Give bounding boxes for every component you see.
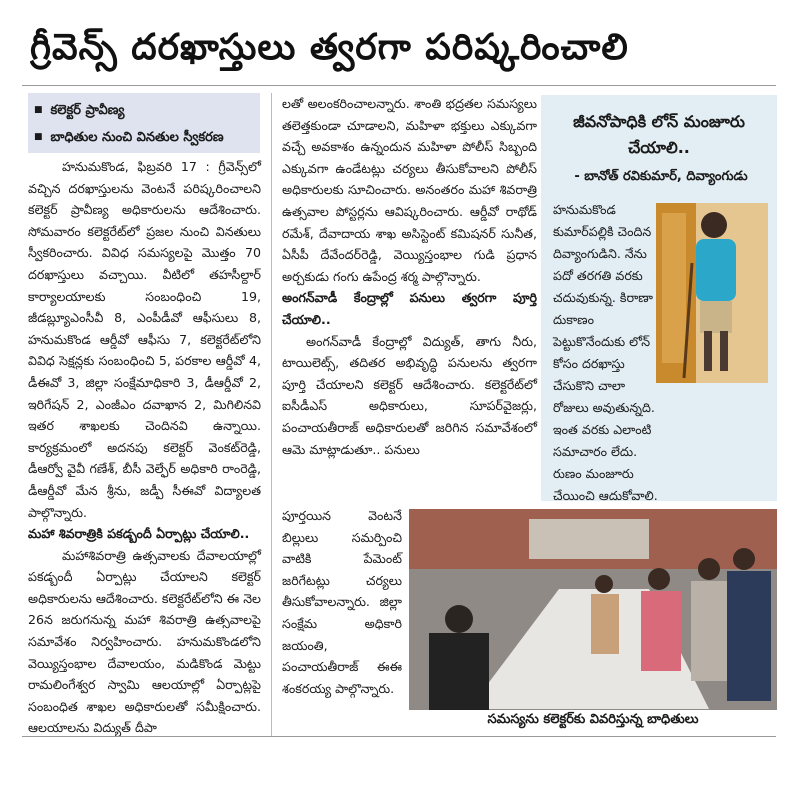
column-two [282, 93, 537, 460]
column-two-continued [282, 505, 402, 699]
sidebar-byline: - బానోత్ రవికుమార్, దివ్యాంగుడు [574, 169, 748, 184]
paragraph: లతో అలంకరించాలన్నారు. శాంతి భద్రతల సమస్యలు తలెత్తకుండా చూడాలని, మహిళా భక్తులు ఎక్కువగా వచ్చే అవకాశం ఉన్నందున మహిళా పోలీస్ సిబ్బంది ఎక్కువగా ఉండేటట్లు చర్యలు తీసుకోవాలని పోలీస్ అధికారులకు సూచించారు. అనంతరం మహా శివరాత్రి ఉత్సవాల పోస్టర్లను ఆవిష్కరించారు. ఆర్డీవో రాథోడ్ రమేశ్, దేవాదాయ శాఖ అసిస్టెంట్ కమిషనర్ సునీత, ఏసీపీ దేవేందర్‌రెడ్డి, వెయ్యిస్తంభాల గుడి ప్రధాన అర్చకుడు గంగు ఉపేంద్ర శర్మ పాల్గొన్నారు. [282, 96, 537, 284]
paragraph: అంగన్‌వాడీ కేంద్రాల్లో విద్యుత్, తాగు నీరు, టాయిలెట్స్, తదితర అభివృద్ధి పనులను త్వరగా పూర్తి చేయాలని కలెక్టర్ ఆదేశించారు. కలెక్టరేట్‌లో ఐసీడీఎస్ అధికారులు, సూపర్‌వైజర్లు, పంచాయతీరాజ్ అధికారులతో జరిగిన సమావేశంలో ఆమె మాట్లాడుతూ.. పనులు [282, 333, 537, 457]
column-divider [271, 93, 272, 736]
subheading: అంగన్‌వాడీ కేంద్రాల్లో పనులు త్వరగా పూర్తి చేయాలి.. [282, 290, 537, 327]
meeting-photo [409, 509, 777, 710]
paragraph: పూర్తయిన వెంటనే బిల్లులు సమర్పించి వాటికి పేమెంట్ జరిగేటట్లు చర్యలు తీసుకోవాలన్నారు. జిల్లా సంక్షేమ అధికారి జయంతి, పంచాయతీరాజ్ ఈఈ శంకరయ్య పాల్గొన్నారు. [282, 508, 402, 696]
paragraph: మహాశివరాత్రి ఉత్సవాలకు దేవాలయాల్లో పకడ్బందీ ఏర్పాట్లు చేయాలని కలెక్టర్ అధికారులను ఆదేశించారు. కలెక్టరేట్‌లోని ఈ నెల 26న జరుగనున్న మహా శివరాత్రి ఉత్సవాలపై సమావేశం నిర్వహించారు. హనుమకొండలోని వెయ్యిస్తంభాల దేవాలయం, మడికొండ మెట్టు రామలింగేశ్వర స్వామి ఆలయాల్లో ఏర్పాట్లపై సంబంధిత శాఖల అధికారులతో సమీక్షించారు. ఆలయాలను విద్యుత్ దీపా [28, 547, 261, 736]
portrait-photo [656, 203, 768, 383]
highlight-item: ■ బాధితుల నుంచి వినతుల స్వీకరణ [34, 124, 254, 151]
subheading: మహా శివరాత్రికి పకడ్బందీ ఏర్పాట్లు చేయాలి.. [28, 526, 250, 542]
highlights-box [28, 93, 260, 153]
sidebar-text: హనుమకొండ కుమార్‌పల్లికి చెందిన దివ్యాంగుడిని. నేను పదో తరగతి వరకు చదువుకున్న. కిరాణా దుకాణం పెట్టుకొనేందుకు లోన్ కోసం దరఖాస్తు చేసుకొని చాలా రోజులు అవుతున్నది. ఇంత వరకు ఎలాంటి సమాచారం లేదు. రుణం మంజూరు చేయించి ఆదుకోవాలి. [553, 202, 658, 503]
column-one [28, 156, 261, 739]
headline: గ్రీవెన్స్ దరఖాస్తులు త్వరగా పరిష్కరించాలి [30, 27, 629, 68]
highlight-item: ■ కలెక్టర్ ప్రావీణ్య [34, 97, 254, 124]
paragraph: హనుమకొండ, ఫిబ్రవరి 17 : గ్రీవెన్స్‌లో వచ్చిన దరఖాస్తులను వెంటనే పరిష్కరించాలని కలెక్టర్ ప్రావీణ్య అధికారులను ఆదేశించారు. సోమవారం కలెక్టరేట్‌లో ప్రజల నుంచి వినతులు స్వీకరించారు. వివిధ సమస్యలపై మొత్తం 70 దరఖాస్తులు వచ్చాయి. వీటిలో తహసీల్దార్ కార్యాలయాలకు సంబంధించి 19, జీడబ్ల్యూఎంసీవీ 8, ఎంపీడీవో ఆఫీసులు 8, హనుమకొండ ఆర్డీవో ఆఫీసు 7, కలెక్టరేట్‌లోని వివిధ సెక్షన్లకు సంబంధించి 5, పరకాల ఆర్డీవో 4, డీఈవో 3, జిల్లా సంక్షేమాధికారి 3, డీఆర్డీవో 2, ఇరిగేషన్ 2, ఎంజీఎం దవాఖాన 2, మిగిలినవి ఇతర శాఖలకు చెందినవి ఉన్నాయి. కార్యక్రమంలో అదనపు కలెక్టర్ వెంకట్‌రెడ్డి, డీఆర్వో వైవీ గణేశ్, బీసీ వెల్ఫేర్ అధికారి రాంరెడ్డి, డీఆర్డీవో మేన శ్రీను, జడ్పీ సీఈవో విద్యాలత పాల్గొన్నారు. [28, 159, 261, 520]
photo-caption: సమస్యను కలెక్టర్‌కు వివరిస్తున్న బాధితులు [487, 712, 699, 727]
sidebar-title: జీవనోపాధికి లోన్ మంజూరు చేయాలి.. [573, 112, 745, 157]
bottom-rule [22, 736, 776, 737]
headline-rule [22, 85, 776, 86]
